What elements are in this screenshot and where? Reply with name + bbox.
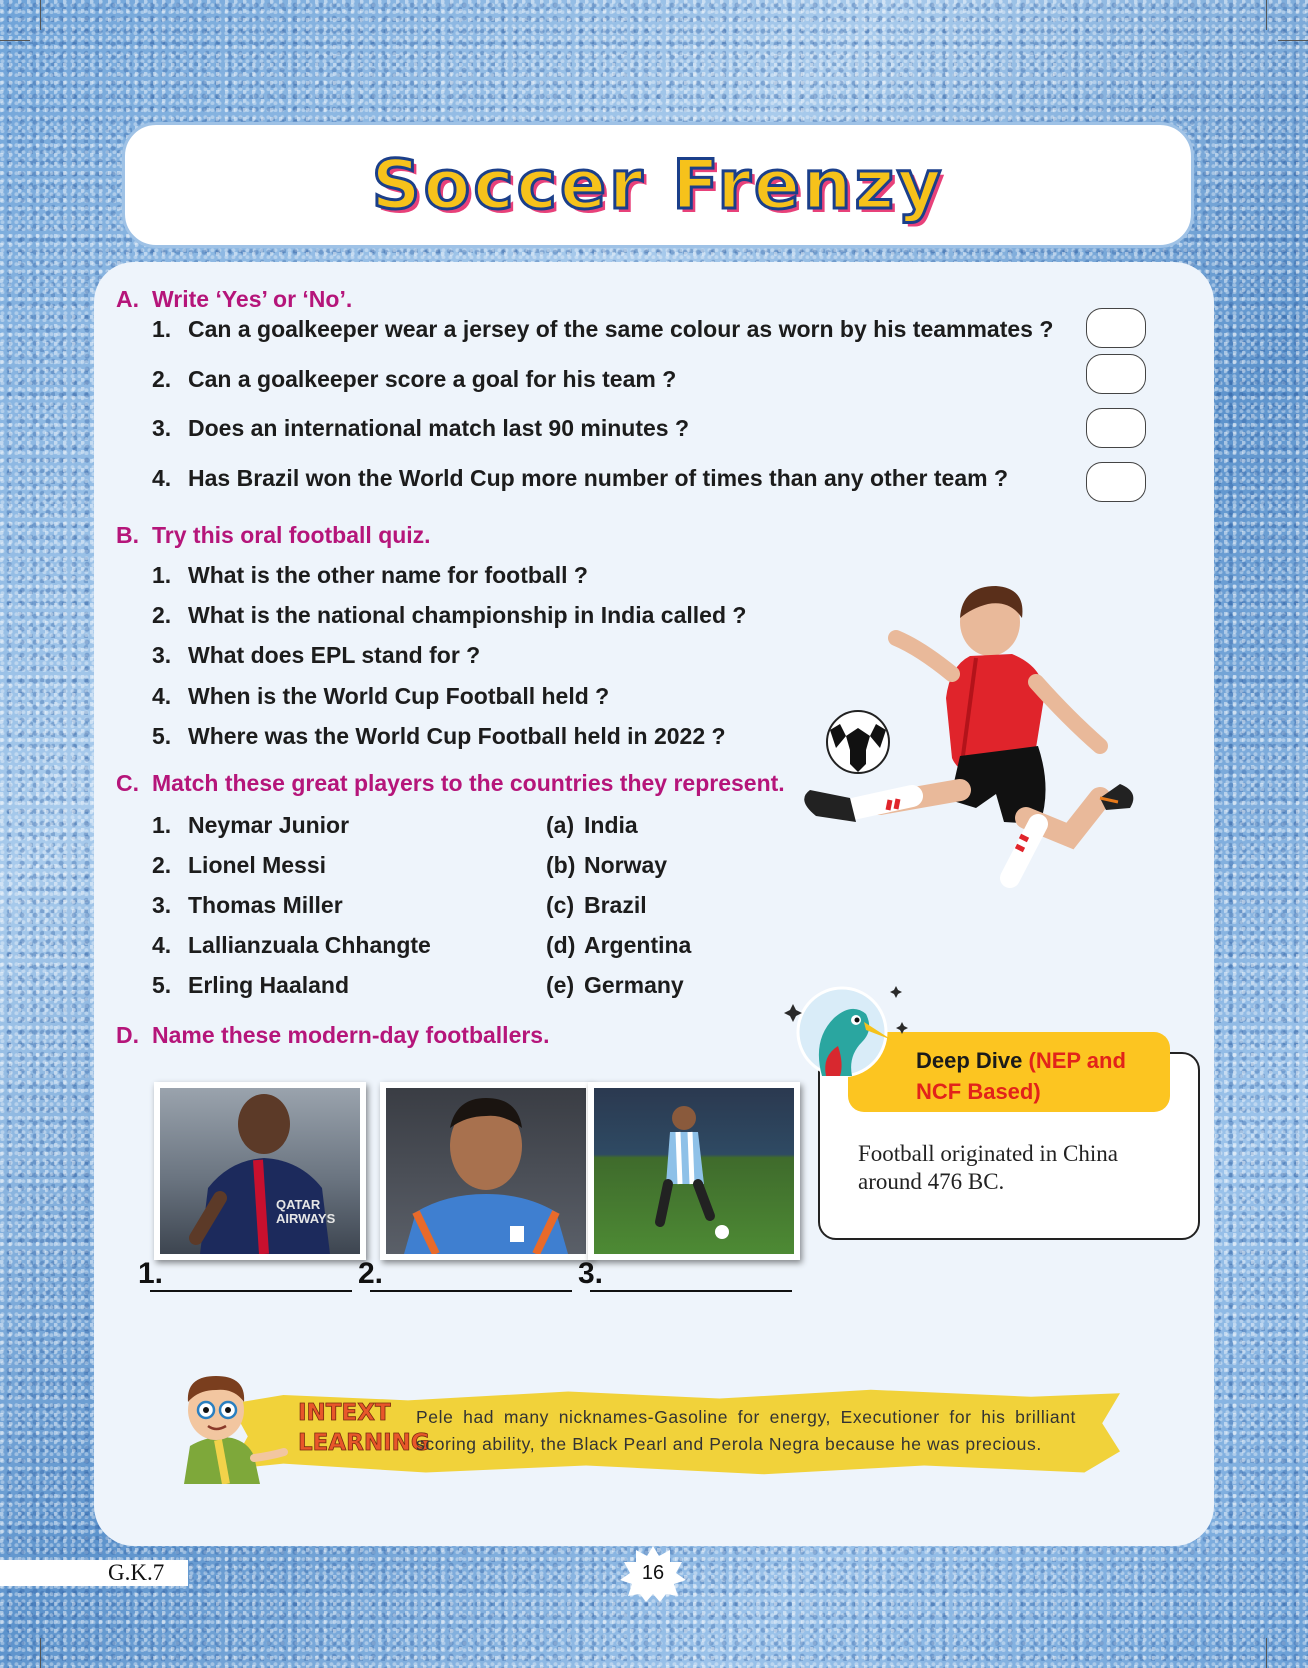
page-number: 16 <box>641 1561 665 1584</box>
deep-dive-subtitle: NCF Based) <box>916 1079 1041 1104</box>
title-banner <box>122 122 1194 248</box>
list-item <box>152 366 676 393</box>
item-number: 1. <box>152 812 172 838</box>
section-title: Try this oral football quiz. <box>152 522 431 548</box>
answer-line[interactable] <box>150 1290 352 1292</box>
intext-label <box>298 1398 430 1458</box>
crop-mark <box>1266 1638 1267 1668</box>
player-item <box>152 972 349 999</box>
blank-label: 2. <box>358 1257 384 1290</box>
player-name: Thomas Miller <box>188 892 343 918</box>
item-number: 1. <box>152 316 172 342</box>
country-item <box>546 812 638 839</box>
item-letter: (a) <box>546 812 575 838</box>
blank-label: 1. <box>138 1257 164 1290</box>
list-item <box>152 465 1008 492</box>
item-number: 3. <box>152 892 172 918</box>
section-a-heading <box>116 286 352 313</box>
item-text: Can a goalkeeper score a goal for his team ? <box>188 366 677 392</box>
list-item <box>152 415 689 442</box>
book-code: G.K.7 <box>0 1560 188 1586</box>
deep-dive-text: Football originated in China around 476 BC. <box>858 1141 1118 1194</box>
answer-box[interactable] <box>1086 308 1146 348</box>
item-number: 4. <box>152 932 172 958</box>
section-letter: B. <box>116 522 139 548</box>
item-text: When is the World Cup Football held ? <box>188 683 610 709</box>
country-name: Brazil <box>584 892 647 918</box>
item-letter: (b) <box>546 852 576 878</box>
page-title: Soccer Frenzy <box>371 145 945 225</box>
footballer-photo-2 <box>380 1082 592 1260</box>
intext-label-line: INTEXT <box>298 1400 391 1426</box>
section-c-heading <box>116 770 785 797</box>
item-text: What does EPL stand for ? <box>188 642 481 668</box>
answer-line[interactable] <box>590 1290 792 1292</box>
crop-mark <box>40 0 41 30</box>
item-number: 2. <box>152 602 172 628</box>
deep-dive-heading: Deep Dive <box>916 1048 1023 1073</box>
item-number: 2. <box>152 852 172 878</box>
player-name: Lionel Messi <box>188 852 327 878</box>
footballer-photo-1 <box>154 1082 366 1260</box>
item-letter: (d) <box>546 932 576 958</box>
section-b-heading <box>116 522 431 549</box>
section-title: Name these modern-day footballers. <box>152 1022 550 1048</box>
list-item <box>152 683 609 710</box>
list-item <box>152 562 588 589</box>
intext-text: Pele had many nicknames-Gasoline for energy, Executioner for his brilliant scoring ability, the Black Pearl and Perola Negra because he was precious. <box>416 1407 1076 1454</box>
country-name: Argentina <box>584 932 692 958</box>
player-name: Lallianzuala Chhangte <box>188 932 431 958</box>
country-item <box>546 892 647 919</box>
answer-line[interactable] <box>370 1290 572 1292</box>
crop-mark <box>1278 40 1308 41</box>
list-item <box>152 602 746 629</box>
player-name: Erling Haaland <box>188 972 350 998</box>
item-number: 4. <box>152 465 172 491</box>
item-number: 2. <box>152 366 172 392</box>
section-letter: C. <box>116 770 139 796</box>
section-letter: D. <box>116 1022 139 1048</box>
answer-box[interactable] <box>1086 462 1146 502</box>
player-name: Neymar Junior <box>188 812 350 838</box>
player-item <box>152 932 431 959</box>
player-item <box>152 852 326 879</box>
deep-dive-title <box>916 1045 1166 1107</box>
section-letter: A. <box>116 286 139 312</box>
player-item <box>152 892 343 919</box>
item-text: Where was the World Cup Football held in 2022 ? <box>188 723 726 749</box>
country-item <box>546 932 691 959</box>
country-name: India <box>584 812 638 838</box>
footballer-photo-3 <box>588 1082 800 1260</box>
crop-mark <box>0 40 30 41</box>
item-number: 4. <box>152 683 172 709</box>
blank-label: 3. <box>578 1257 604 1290</box>
answer-box[interactable] <box>1086 408 1146 448</box>
crop-mark <box>40 1638 41 1668</box>
intext-label-line: LEARNING <box>298 1430 430 1456</box>
item-text: Can a goalkeeper wear a jersey of the same colour as worn by his teammates ? <box>188 316 1054 342</box>
item-number: 5. <box>152 972 172 998</box>
item-letter: (e) <box>546 972 575 998</box>
soccer-player-illustration <box>800 578 1185 908</box>
jersey-sponsor-text: QATAR AIRWAYS <box>276 1197 336 1226</box>
item-letter: (c) <box>546 892 575 918</box>
item-text: What is the other name for football ? <box>188 562 588 588</box>
country-item <box>546 972 684 999</box>
item-number: 5. <box>152 723 172 749</box>
bird-mascot-icon <box>782 980 912 1090</box>
item-text: What is the national championship in India called ? <box>188 602 747 628</box>
section-title: Write ‘Yes’ or ‘No’. <box>152 286 353 312</box>
answer-box[interactable] <box>1086 354 1146 394</box>
player-item <box>152 812 349 839</box>
item-text: Has Brazil won the World Cup more number of times than any other team ? <box>188 465 1009 491</box>
country-name: Norway <box>584 852 668 878</box>
list-item <box>152 723 726 750</box>
item-number: 3. <box>152 415 172 441</box>
list-item <box>152 316 1053 343</box>
section-d-heading <box>116 1022 550 1049</box>
item-number: 3. <box>152 642 172 668</box>
teacher-mascot-icon <box>170 1372 290 1484</box>
country-name: Germany <box>584 972 684 998</box>
deep-dive-subtitle: (NEP and <box>1028 1048 1126 1073</box>
crop-mark <box>1266 0 1267 30</box>
country-item <box>546 852 667 879</box>
list-item <box>152 642 480 669</box>
item-number: 1. <box>152 562 172 588</box>
section-title: Match these great players to the countries they represent. <box>152 770 785 796</box>
item-text: Does an international match last 90 minutes ? <box>188 415 690 441</box>
